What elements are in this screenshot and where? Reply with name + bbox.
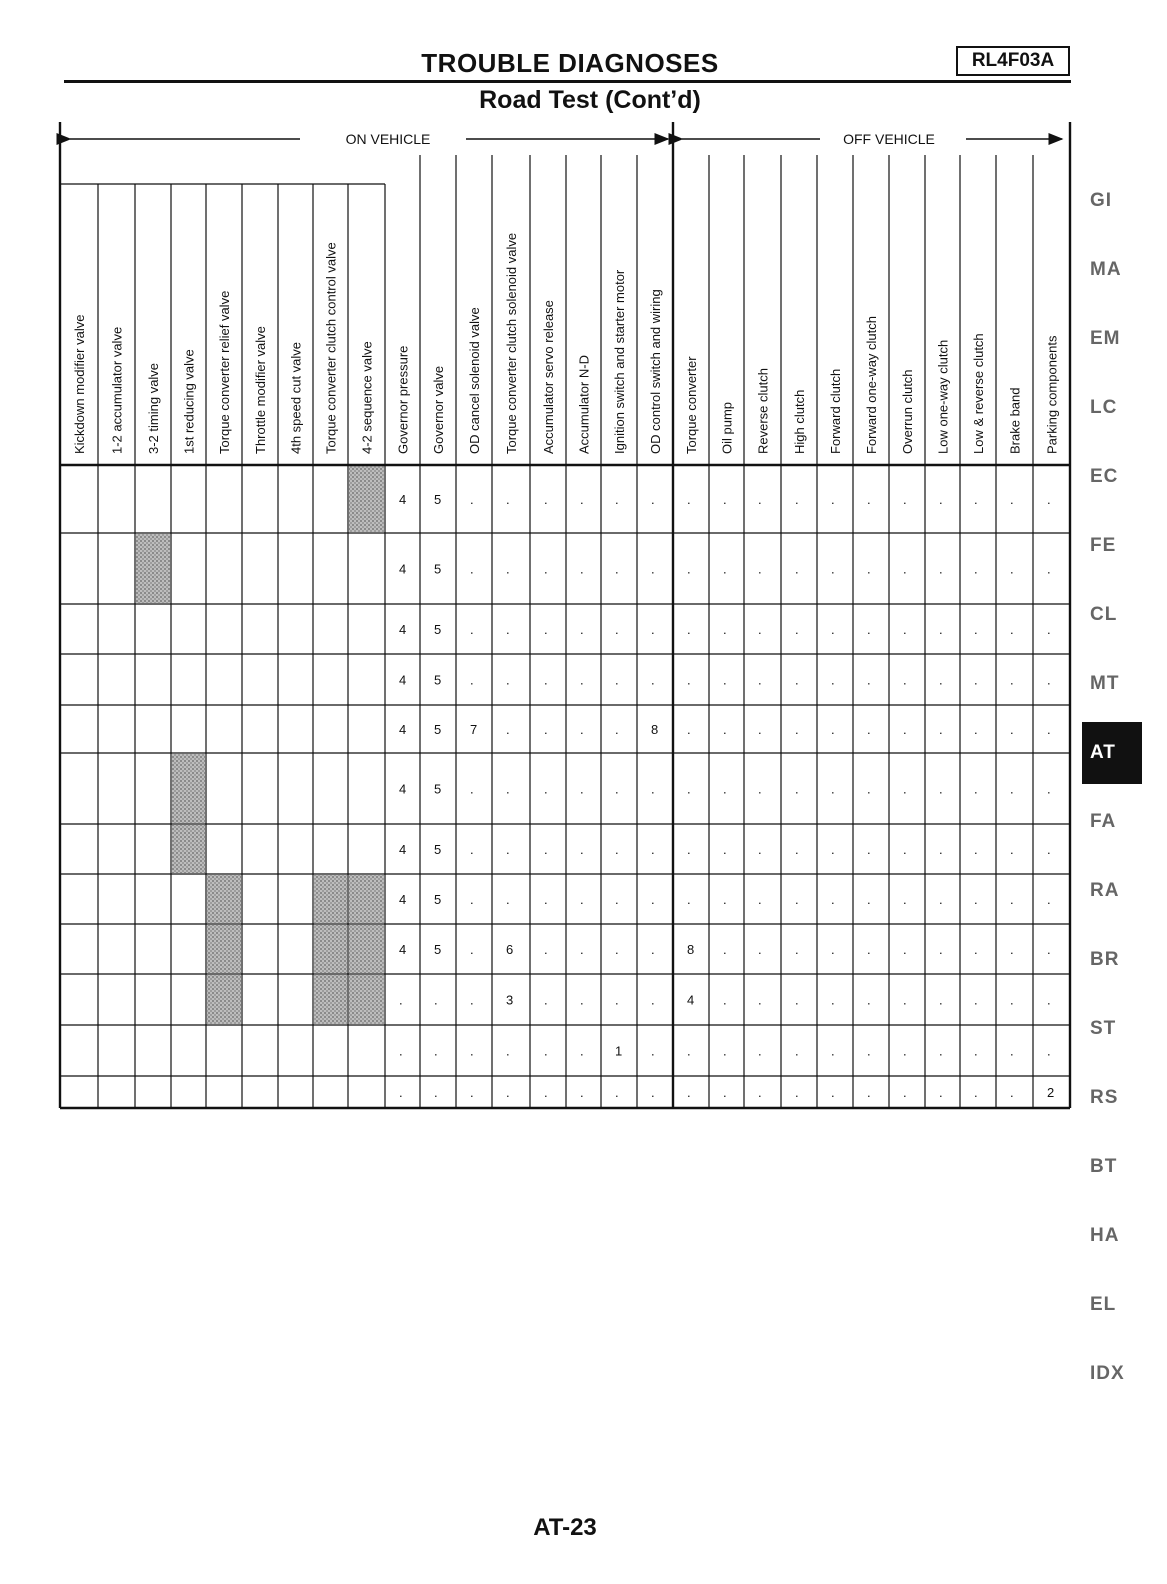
table-cell: . xyxy=(580,622,584,637)
table-cell: . xyxy=(939,942,943,957)
table-cell: . xyxy=(903,842,907,857)
table-cell: . xyxy=(831,561,835,577)
table-cell: . xyxy=(795,672,799,688)
table-cell: . xyxy=(687,892,691,907)
table-cell: . xyxy=(903,781,907,797)
page-number: AT-23 xyxy=(533,1514,597,1541)
table-cell: . xyxy=(903,1043,907,1059)
table-cell: . xyxy=(399,992,403,1008)
table-cell: . xyxy=(831,992,835,1008)
column-header: 1st reducing valve xyxy=(181,349,197,454)
table-cell: 4 xyxy=(399,561,407,577)
table-cell: . xyxy=(974,942,978,957)
table-cell: . xyxy=(831,1043,835,1059)
table-cell: . xyxy=(544,992,548,1008)
table-cell: . xyxy=(1047,672,1051,688)
table-cell: 5 xyxy=(434,672,442,688)
table-cell: . xyxy=(580,722,584,737)
column-header: Torque converter clutch control valve xyxy=(323,242,339,454)
table-cell: . xyxy=(758,722,762,737)
table-cell: 5 xyxy=(434,492,442,507)
table-cell: . xyxy=(723,722,727,737)
column-header: Throttle modifier valve xyxy=(253,326,268,454)
table-cell: . xyxy=(723,1043,727,1059)
table-cell: . xyxy=(903,942,907,957)
table-cell: . xyxy=(723,672,727,688)
shaded-cell xyxy=(314,975,347,1024)
table-cell: . xyxy=(795,1085,799,1100)
table-cell: 4 xyxy=(399,622,407,637)
column-header: Governor pressure xyxy=(395,345,411,454)
table-cell: . xyxy=(615,672,619,688)
section-tab-fe[interactable]: FE xyxy=(1090,535,1117,556)
table-cell: . xyxy=(1047,722,1051,737)
table-cell: . xyxy=(903,892,907,907)
table-cell: . xyxy=(974,561,978,577)
section-tab-mt[interactable]: MT xyxy=(1090,673,1120,694)
column-header: High clutch xyxy=(792,389,807,454)
table-cell: . xyxy=(544,892,548,907)
table-cell: 5 xyxy=(434,892,442,907)
table-cell: . xyxy=(470,942,474,957)
shaded-cell xyxy=(349,466,384,532)
column-header: 3-2 timing valve xyxy=(146,362,161,454)
column-header: Torque converter clutch solenoid valve xyxy=(504,232,519,454)
table-cell: . xyxy=(687,1085,691,1100)
table-cell: 4 xyxy=(399,672,407,688)
on-vehicle-label: ON VEHICLE xyxy=(345,131,431,147)
table-cell: . xyxy=(506,672,510,688)
table-cell: . xyxy=(1010,842,1014,857)
table-cell: . xyxy=(974,992,978,1008)
table-cell: . xyxy=(470,842,474,857)
section-tab-br[interactable]: BR xyxy=(1090,949,1120,970)
table-cell: . xyxy=(795,842,799,857)
table-cell: . xyxy=(723,942,727,957)
table-cell: . xyxy=(615,492,619,507)
table-cell: . xyxy=(939,672,943,688)
table-cell: . xyxy=(434,1085,438,1100)
table-cell: . xyxy=(903,672,907,688)
table-cell: . xyxy=(903,622,907,637)
table-cell: . xyxy=(580,672,584,688)
table-cell: . xyxy=(506,781,510,797)
table-cell: . xyxy=(544,781,548,797)
table-cell: . xyxy=(867,781,871,797)
table-cell: . xyxy=(580,781,584,797)
table-cell: . xyxy=(1010,942,1014,957)
table-cell: . xyxy=(399,1085,403,1100)
table-cell: . xyxy=(470,622,474,637)
section-tab-ra[interactable]: RA xyxy=(1090,880,1120,901)
shaded-cell xyxy=(349,925,384,973)
table-cell: . xyxy=(470,1085,474,1100)
table-cell: . xyxy=(434,1043,438,1059)
table-cell: . xyxy=(544,622,548,637)
table-cell: . xyxy=(580,1085,584,1100)
table-cell: . xyxy=(1010,1043,1014,1059)
table-cell: . xyxy=(903,992,907,1008)
table-cell: 5 xyxy=(434,781,442,797)
table-cell: 5 xyxy=(434,722,442,737)
table-cell: . xyxy=(651,842,655,857)
table-cell: 4 xyxy=(399,842,407,857)
section-tab-lc[interactable]: LC xyxy=(1090,397,1118,418)
table-cell: . xyxy=(867,672,871,688)
table-cell: . xyxy=(723,1085,727,1100)
table-cell: . xyxy=(723,781,727,797)
table-cell: . xyxy=(795,892,799,907)
table-cell: . xyxy=(867,561,871,577)
table-cell: . xyxy=(723,842,727,857)
table-cell: . xyxy=(758,781,762,797)
table-cell: . xyxy=(651,892,655,907)
table-cell: . xyxy=(939,842,943,857)
section-tab-idx[interactable]: IDX xyxy=(1090,1363,1125,1384)
section-tab-ha[interactable]: HA xyxy=(1090,1225,1120,1246)
table-cell: . xyxy=(615,942,619,957)
column-header: Accumulator N-D xyxy=(576,355,592,454)
table-cell: . xyxy=(580,561,584,577)
table-cell: . xyxy=(795,492,799,507)
table-cell: . xyxy=(795,781,799,797)
table-cell: . xyxy=(1047,1043,1051,1059)
table-cell: . xyxy=(544,672,548,688)
table-cell: . xyxy=(1010,992,1014,1008)
table-cell: . xyxy=(580,842,584,857)
table-cell: 4 xyxy=(399,892,407,907)
table-cell: . xyxy=(903,492,907,507)
column-header: Torque converter relief valve xyxy=(217,290,232,454)
table-cell: . xyxy=(1010,561,1014,577)
table-cell: . xyxy=(651,781,655,797)
section-tab-cl[interactable]: CL xyxy=(1090,604,1118,625)
shaded-cell xyxy=(207,875,241,923)
table-cell: . xyxy=(544,1085,548,1100)
table-cell: . xyxy=(1047,942,1051,957)
column-header: Parking components xyxy=(1044,335,1060,454)
table-cell: . xyxy=(1047,492,1051,507)
page-title: TROUBLE DIAGNOSES xyxy=(421,48,719,78)
table-cell: . xyxy=(506,1085,510,1100)
table-cell: . xyxy=(506,1043,510,1059)
table-cell: . xyxy=(758,622,762,637)
table-cell: . xyxy=(580,492,584,507)
section-tab-st[interactable]: ST xyxy=(1090,1018,1117,1039)
table-cell: . xyxy=(831,622,835,637)
table-cell: . xyxy=(651,1085,655,1100)
column-header: OD control switch and wiring xyxy=(648,289,663,454)
table-cell: . xyxy=(795,942,799,957)
table-cell: . xyxy=(939,1043,943,1059)
section-tab-bt[interactable]: BT xyxy=(1090,1156,1118,1177)
table-cell: . xyxy=(758,992,762,1008)
table-cell: . xyxy=(615,561,619,577)
table-cell: . xyxy=(867,622,871,637)
table-cell: . xyxy=(651,1043,655,1059)
table-cell: . xyxy=(1010,1085,1014,1100)
table-cell: . xyxy=(687,672,691,688)
table-cell: . xyxy=(615,992,619,1008)
shaded-cell xyxy=(349,875,384,923)
table-cell: . xyxy=(974,1085,978,1100)
table-cell: . xyxy=(399,1043,403,1059)
table-cell: . xyxy=(470,892,474,907)
table-cell: . xyxy=(867,992,871,1008)
table-cell: . xyxy=(651,492,655,507)
table-cell: . xyxy=(758,672,762,688)
table-cell: 4 xyxy=(687,992,695,1008)
table-cell: . xyxy=(795,622,799,637)
section-tab-ma[interactable]: MA xyxy=(1090,259,1122,280)
table-cell: . xyxy=(758,1085,762,1100)
table-cell: . xyxy=(470,492,474,507)
table-cell: . xyxy=(580,992,584,1008)
table-cell: . xyxy=(615,892,619,907)
table-cell: . xyxy=(831,942,835,957)
table-cell: . xyxy=(758,892,762,907)
table-cell: . xyxy=(974,622,978,637)
table-cell: . xyxy=(867,892,871,907)
table-cell: . xyxy=(974,892,978,907)
table-cell: . xyxy=(795,722,799,737)
table-cell: . xyxy=(758,942,762,957)
table-cell: . xyxy=(434,992,438,1008)
table-cell: . xyxy=(580,1043,584,1059)
table-cell: . xyxy=(723,622,727,637)
table-cell: . xyxy=(651,992,655,1008)
table-cell: . xyxy=(974,1043,978,1059)
column-header: Overrun clutch xyxy=(900,369,915,454)
section-tab-ec[interactable]: EC xyxy=(1090,466,1119,487)
section-tab-em[interactable]: EM xyxy=(1090,328,1121,349)
table-cell: . xyxy=(1047,992,1051,1008)
table-cell: . xyxy=(1010,622,1014,637)
table-cell: . xyxy=(831,892,835,907)
table-cell: 4 xyxy=(399,492,407,507)
table-cell: . xyxy=(939,992,943,1008)
table-cell: . xyxy=(723,492,727,507)
table-cell: . xyxy=(687,781,691,797)
column-header: Kickdown modifier valve xyxy=(72,314,87,454)
table-cell: . xyxy=(723,561,727,577)
table-cell: . xyxy=(831,842,835,857)
table-cell: . xyxy=(1010,492,1014,507)
table-cell: . xyxy=(867,942,871,957)
table-cell: . xyxy=(651,942,655,957)
table-cell: . xyxy=(687,842,691,857)
shaded-cell xyxy=(314,925,347,973)
table-cell: 5 xyxy=(434,561,442,577)
table-cell: . xyxy=(939,622,943,637)
table-cell: 8 xyxy=(651,722,659,737)
section-tab-gi[interactable]: GI xyxy=(1090,190,1113,211)
table-cell: . xyxy=(544,942,548,957)
table-cell: 8 xyxy=(687,942,695,957)
table-cell: . xyxy=(974,842,978,857)
section-tab-rs[interactable]: RS xyxy=(1090,1087,1119,1108)
table-cell: . xyxy=(831,672,835,688)
table-cell: . xyxy=(506,492,510,507)
column-header: Forward one-way clutch xyxy=(864,316,879,454)
table-cell: . xyxy=(544,842,548,857)
column-header: Governor valve xyxy=(431,365,446,454)
table-cell: . xyxy=(867,722,871,737)
table-cell: . xyxy=(974,492,978,507)
table-cell: 4 xyxy=(399,781,407,797)
table-cell: . xyxy=(723,892,727,907)
column-header: Reverse clutch xyxy=(755,368,771,454)
table-cell: . xyxy=(470,992,474,1008)
table-cell: . xyxy=(867,1085,871,1100)
column-header: OD cancel solenoid valve xyxy=(467,307,482,454)
table-cell: . xyxy=(470,1043,474,1059)
table-cell: . xyxy=(795,1043,799,1059)
table-cell: . xyxy=(506,892,510,907)
table-cell: . xyxy=(506,842,510,857)
shaded-cell xyxy=(207,925,241,973)
column-header: Brake band xyxy=(1007,387,1023,454)
table-cell: . xyxy=(758,492,762,507)
table-cell: . xyxy=(939,781,943,797)
table-cell: . xyxy=(580,942,584,957)
table-cell: . xyxy=(651,561,655,577)
table-cell: . xyxy=(974,672,978,688)
column-header: Forward clutch xyxy=(828,368,843,454)
table-cell: . xyxy=(867,1043,871,1059)
column-header: 1-2 accumulator valve xyxy=(109,326,125,454)
table-cell: . xyxy=(615,842,619,857)
table-cell: . xyxy=(651,622,655,637)
table-cell: 1 xyxy=(615,1043,623,1059)
table-cell: . xyxy=(939,722,943,737)
table-cell: . xyxy=(615,722,619,737)
table-cell: . xyxy=(687,492,691,507)
table-cell: . xyxy=(470,561,474,577)
table-cell: . xyxy=(939,492,943,507)
table-cell: . xyxy=(687,1043,691,1059)
column-header: Low & reverse clutch xyxy=(971,333,986,454)
shaded-cell xyxy=(172,754,205,823)
column-header: 4th speed cut valve xyxy=(288,341,304,454)
table-cell: . xyxy=(1047,561,1051,577)
table-cell: . xyxy=(903,722,907,737)
column-header: 4-2 sequence valve xyxy=(359,341,375,454)
shaded-cell xyxy=(207,975,241,1024)
table-cell: . xyxy=(903,561,907,577)
table-cell: 5 xyxy=(434,622,442,637)
table-cell: 3 xyxy=(506,992,514,1008)
table-cell: . xyxy=(974,722,978,737)
off-vehicle-label: OFF VEHICLE xyxy=(843,131,935,147)
table-cell: . xyxy=(687,561,691,577)
table-cell: . xyxy=(939,892,943,907)
section-tab-el[interactable]: EL xyxy=(1090,1294,1117,1315)
table-cell: . xyxy=(867,842,871,857)
column-header: Ignition switch and starter motor xyxy=(612,269,627,454)
table-cell: . xyxy=(544,561,548,577)
table-cell: . xyxy=(974,781,978,797)
table-cell: . xyxy=(1047,781,1051,797)
section-tab-at[interactable]: AT xyxy=(1082,722,1142,784)
table-cell: . xyxy=(723,992,727,1008)
table-cell: 5 xyxy=(434,842,442,857)
table-cell: . xyxy=(615,781,619,797)
column-header: Accumulator servo release xyxy=(541,300,556,454)
table-cell: . xyxy=(1010,892,1014,907)
table-cell: 4 xyxy=(399,722,407,737)
table-cell: . xyxy=(544,1043,548,1059)
column-header: Low one-way clutch xyxy=(935,339,951,454)
table-cell: . xyxy=(831,1085,835,1100)
table-cell: . xyxy=(1047,892,1051,907)
table-cell: . xyxy=(758,561,762,577)
shaded-cell xyxy=(136,534,170,603)
table-cell: . xyxy=(758,842,762,857)
table-cell: . xyxy=(831,722,835,737)
table-cell: . xyxy=(615,622,619,637)
table-cell: . xyxy=(506,622,510,637)
table-cell: . xyxy=(1047,842,1051,857)
table-cell: . xyxy=(615,1085,619,1100)
table-cell: . xyxy=(506,561,510,577)
shaded-cell xyxy=(349,975,384,1024)
table-cell: . xyxy=(544,492,548,507)
table-cell: . xyxy=(795,561,799,577)
section-tab-fa[interactable]: FA xyxy=(1090,811,1117,832)
table-cell: . xyxy=(1010,672,1014,688)
table-cell: . xyxy=(687,722,691,737)
column-header: Oil pump xyxy=(719,401,735,454)
table-cell: . xyxy=(687,622,691,637)
table-cell: . xyxy=(1010,722,1014,737)
table-cell: . xyxy=(544,722,548,737)
shaded-cell xyxy=(314,875,347,923)
model-code-box: RL4F03A xyxy=(956,46,1070,76)
table-cell: . xyxy=(1047,622,1051,637)
table-cell: . xyxy=(580,892,584,907)
table-cell: 4 xyxy=(399,942,407,957)
table-cell: . xyxy=(831,781,835,797)
table-cell: . xyxy=(795,992,799,1008)
table-cell: . xyxy=(903,1085,907,1100)
table-cell: . xyxy=(939,1085,943,1100)
shaded-cell xyxy=(172,825,205,873)
table-cell: 7 xyxy=(470,722,478,737)
table-cell: 2 xyxy=(1047,1085,1055,1100)
table-cell: 6 xyxy=(506,942,514,957)
table-cell: . xyxy=(758,1043,762,1059)
table-cell: . xyxy=(470,781,474,797)
page-subtitle: Road Test (Cont’d) xyxy=(479,86,701,114)
table-cell: . xyxy=(506,722,510,737)
table-cell: . xyxy=(867,492,871,507)
table-cell: 5 xyxy=(434,942,442,957)
table-cell: . xyxy=(470,672,474,688)
column-header: Torque converter xyxy=(684,356,699,454)
table-cell: . xyxy=(1010,781,1014,797)
table-cell: . xyxy=(651,672,655,688)
table-cell: . xyxy=(939,561,943,577)
table-cell: . xyxy=(831,492,835,507)
